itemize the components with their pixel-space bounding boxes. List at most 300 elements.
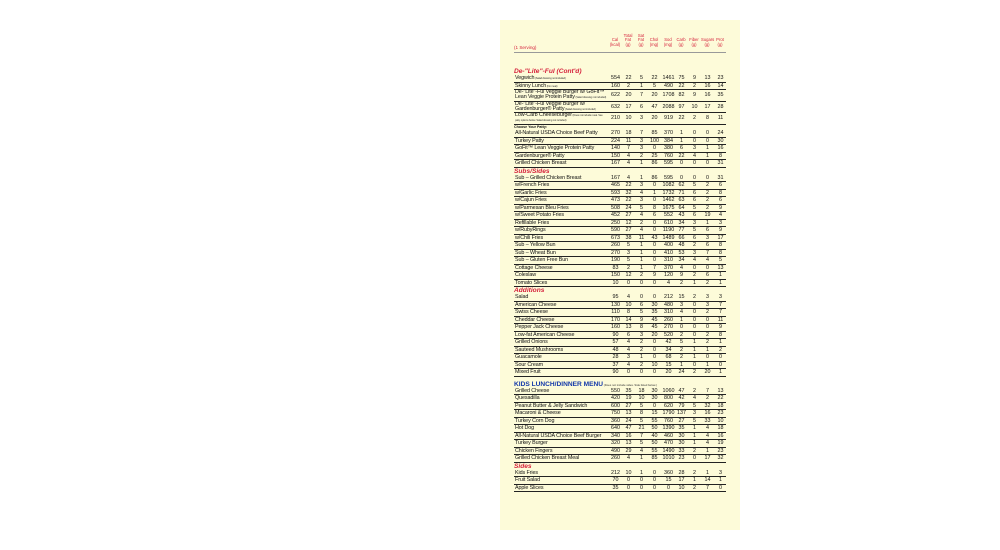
nutrient-value: 16 <box>704 82 711 89</box>
nutrient-value: 37 <box>612 361 619 368</box>
nutrient-value: 15 <box>665 477 672 483</box>
item-name <box>515 388 608 395</box>
nutrient-value: 0 <box>706 354 709 360</box>
nutrient-value: 224 <box>611 137 620 144</box>
nutrient-value: 28 <box>678 469 685 476</box>
nutrient-value: 1 <box>719 477 722 483</box>
nutrient-value: 480 <box>664 301 673 308</box>
table-row <box>514 339 726 347</box>
nutrient-value: 8 <box>653 204 656 211</box>
nutrient-value: 120 <box>664 272 673 278</box>
nutrient-value: 0 <box>706 174 709 181</box>
item-name <box>515 153 608 160</box>
nutrient-value: 270 <box>664 324 673 330</box>
nutrient-value: 25 <box>651 152 658 159</box>
nutrient-value: 15 <box>678 294 685 300</box>
nutrient-value: 4 <box>719 212 722 218</box>
nutrient-value: 384 <box>664 137 673 144</box>
nutrient-value: 5 <box>640 440 643 446</box>
nutrient-value: 5 <box>627 257 630 263</box>
nutrient-value: 260 <box>611 455 620 461</box>
nutrient-value: 1 <box>640 174 643 181</box>
item-name-text: Low-Carb Cheeseburger <box>515 113 572 119</box>
item-name-text: Salad <box>515 294 529 300</box>
nutrient-value: 4 <box>706 425 709 431</box>
nutrient-value: 45 <box>651 316 658 323</box>
nutrient-value: 1489 <box>662 234 675 241</box>
nutrient-value: 15 <box>665 361 672 368</box>
nutrient-value: 0 <box>693 309 696 315</box>
item-name-text: American Cheese <box>515 301 557 308</box>
nutrient-value: 0 <box>627 484 630 491</box>
nutrient-value: 452 <box>611 212 620 218</box>
nutrient-value: 0 <box>693 174 696 181</box>
nutrient-value: 2 <box>680 354 683 360</box>
nutrient-value: 1 <box>706 361 709 368</box>
nutrient-value: 0 <box>653 227 656 233</box>
nutrient-value: 0 <box>693 361 696 368</box>
section-title-text: KIDS LUNCH/DINNER MENU <box>514 380 604 388</box>
nutrient-value: 6 <box>719 182 722 188</box>
nutrient-value: 1490 <box>662 447 675 454</box>
nutrient-value: 40 <box>651 432 658 439</box>
nutrient-value: 1708 <box>662 92 675 98</box>
nutrient-value: 1 <box>693 354 696 360</box>
nutrient-value: 11 <box>717 316 724 323</box>
nutrient-value: 20 <box>651 331 658 338</box>
item-name <box>515 138 608 145</box>
nutrient-value: 2 <box>693 447 696 454</box>
nutrient-value: 5 <box>640 75 643 81</box>
nutrient-value: 0 <box>719 354 722 360</box>
section-title-text: Subs/Sides <box>514 167 550 175</box>
nutrient-value: 0 <box>693 130 696 136</box>
table-row <box>514 272 726 280</box>
nutrient-value: 19 <box>625 395 632 401</box>
nutrient-value: 5 <box>653 82 656 89</box>
nutrient-value: 75 <box>678 75 685 81</box>
nutrient-value: 85 <box>651 455 658 461</box>
item-name-text: De-"Lite"-Ful Veggie Burger w/ GoFit™ Lean Veggie Protein Patty <box>515 90 605 101</box>
nutrient-value: 48 <box>612 346 619 353</box>
column-header: Prot (g) <box>716 37 724 47</box>
table-row <box>514 440 726 448</box>
nutrient-value: 7 <box>719 301 722 308</box>
nutrient-value: 17 <box>678 477 685 483</box>
nutrient-value: 4 <box>627 152 630 159</box>
nutrient-value: 0 <box>693 137 696 144</box>
nutrient-value: 473 <box>611 197 620 203</box>
nutrient-value: 30 <box>651 387 658 394</box>
nutrient-value: 10 <box>625 115 632 121</box>
column-header: Fiber (g) <box>689 37 699 47</box>
nutrient-value: 0 <box>719 361 722 368</box>
nutrient-value: 30 <box>678 440 685 446</box>
nutrient-value: 1 <box>640 249 643 256</box>
item-name <box>515 113 608 123</box>
item-name <box>515 257 608 264</box>
nutrient-value: 1 <box>680 130 683 136</box>
nutrient-value: 8 <box>706 115 709 121</box>
nutrient-value: 6 <box>627 331 630 338</box>
item-name-text: Refillable Fries <box>515 219 550 226</box>
nutrient-value: 400 <box>664 242 673 248</box>
nutrient-value: 19 <box>717 440 724 446</box>
item-name-text: Grilled Onions <box>515 339 548 345</box>
nutrient-value: 0 <box>640 484 643 491</box>
nutrient-value: 140 <box>611 145 620 151</box>
nutrient-value: 20 <box>665 369 672 375</box>
nutrient-value: 0 <box>693 455 696 461</box>
nutrient-value: 7 <box>640 432 643 439</box>
nutrient-value: 750 <box>611 410 620 416</box>
nutrient-value: 7 <box>706 249 709 256</box>
section-title <box>514 287 726 294</box>
nutrient-value: 1 <box>693 432 696 439</box>
nutrient-value: 0 <box>627 477 630 483</box>
table-row <box>514 317 726 325</box>
nutrient-value: 9 <box>719 204 722 211</box>
item-name-text: Turkey Burger <box>515 440 548 446</box>
nutrient-value: 71 <box>678 189 685 196</box>
nutrient-value: 2 <box>693 82 696 89</box>
nutrient-value: 2 <box>693 369 696 375</box>
item-name-text: Skinny Lunch <box>515 82 547 89</box>
nutrient-value: 0 <box>653 469 656 476</box>
section-title-text: De-"Lite"-Ful (Cont'd) <box>514 68 582 75</box>
nutrient-value: 1 <box>640 264 643 271</box>
item-name-text: Tomato Slices <box>515 279 548 286</box>
nutrient-value: 1 <box>693 346 696 353</box>
nutrient-value: 20 <box>704 369 711 375</box>
table-row <box>514 280 726 288</box>
item-name <box>515 332 608 339</box>
column-header: Chol (mg) <box>649 37 659 47</box>
nutrient-value: 1 <box>680 361 683 368</box>
nutrient-value: 2 <box>680 279 683 286</box>
item-name <box>515 175 608 182</box>
nutrient-value: 4 <box>706 440 709 446</box>
nutrient-value: 10 <box>717 417 724 424</box>
nutrient-value: 1 <box>719 272 722 278</box>
nutrient-value: 50 <box>651 440 658 446</box>
nutrient-value: 3 <box>693 145 696 151</box>
nutrient-value: 1 <box>680 316 683 323</box>
nutrient-value: 5 <box>719 257 722 263</box>
nutrient-value: 20 <box>625 92 632 98</box>
nutrient-value: 42 <box>678 395 685 401</box>
nutrient-value: 5 <box>693 227 696 233</box>
nutrient-value: 5 <box>640 204 643 211</box>
item-name-text: Apple Slices <box>515 484 544 491</box>
nutrient-value: 24 <box>717 130 724 136</box>
nutrient-value: 24 <box>625 417 632 424</box>
item-name <box>515 448 608 455</box>
item-name <box>515 339 608 346</box>
nutrient-value: 10 <box>691 103 698 110</box>
table-row <box>514 485 726 493</box>
nutrient-value: 16 <box>717 145 724 151</box>
item-name <box>515 302 608 309</box>
item-name-text: w/Chili Fries <box>515 234 544 241</box>
nutrient-value: 42 <box>665 339 672 345</box>
nutrient-value: 508 <box>611 204 620 211</box>
nutrient-value: 5 <box>693 402 696 409</box>
nutrient-value: 0 <box>693 301 696 308</box>
nutrient-value: 34 <box>665 346 672 353</box>
serving-label: (1 Serving) <box>514 45 537 50</box>
section-note: (Does not include sides. Side listed below.) <box>603 382 657 387</box>
nutrient-value: 0 <box>693 324 696 330</box>
nutrient-value: 3 <box>640 145 643 151</box>
nutrient-value: 21 <box>638 425 645 431</box>
nutrient-value: 0 <box>693 316 696 323</box>
item-name-text: Fruit Salad <box>515 477 540 483</box>
item-name <box>515 294 608 301</box>
nutrient-value: 160 <box>611 82 620 89</box>
nutrient-value: 0 <box>653 197 656 203</box>
nutrient-value: 50 <box>651 425 658 431</box>
nutrient-value: 1 <box>640 160 643 166</box>
nutrient-value: 6 <box>693 212 696 218</box>
nutrient-value: 0 <box>653 402 656 409</box>
nutrient-value: 17 <box>704 455 711 461</box>
nutrient-value: 14 <box>717 82 724 89</box>
nutrient-value: 2 <box>706 395 709 401</box>
nutrient-value: 490 <box>664 82 673 89</box>
nutrient-value: 6 <box>640 103 643 110</box>
item-name <box>515 265 608 272</box>
nutrient-value: 0 <box>653 354 656 360</box>
nutrient-value: 6 <box>706 227 709 233</box>
item-name <box>515 160 608 167</box>
nutrient-value: 16 <box>717 432 724 439</box>
nutrient-value: 27 <box>678 417 685 424</box>
nutrient-value: 4 <box>706 432 709 439</box>
nutrient-value: 3 <box>706 234 709 241</box>
table-row <box>514 138 726 146</box>
nutrient-value: 5 <box>640 417 643 424</box>
nutrient-value: 83 <box>612 264 619 271</box>
nutrient-value: 0 <box>640 477 643 483</box>
nutrient-value: 1 <box>693 440 696 446</box>
nutrient-value: 7 <box>640 130 643 136</box>
item-name-text: w/RubyRings <box>515 227 546 233</box>
nutrient-value: 0 <box>680 174 683 181</box>
nutrient-value: 595 <box>664 174 673 181</box>
nutrient-value: 9 <box>653 272 656 278</box>
nutrient-value: 1 <box>719 369 722 375</box>
item-name <box>515 324 608 331</box>
item-name <box>515 354 608 361</box>
item-name-text: GoFit™ Lean Veggie Protein Patty <box>515 145 595 151</box>
item-name <box>515 362 608 369</box>
nutrient-value: 1 <box>706 469 709 476</box>
nutrient-value: 0 <box>653 145 656 151</box>
nutrient-value: 8 <box>719 242 722 248</box>
nutrient-value: 1 <box>706 447 709 454</box>
nutrient-value: 210 <box>611 115 620 121</box>
nutrient-value: 3 <box>693 219 696 226</box>
nutrient-value: 7 <box>706 387 709 394</box>
nutrient-value: 10 <box>625 469 632 476</box>
nutrient-value: 360 <box>664 469 673 476</box>
item-name <box>515 433 608 440</box>
nutrient-value: 150 <box>611 272 620 278</box>
column-header: Sat Fat (g) <box>637 33 645 47</box>
nutrient-value: 18 <box>717 402 724 409</box>
item-name-text: Hot Dog <box>515 425 535 431</box>
nutrient-value: 57 <box>612 339 619 345</box>
nutrient-value: 4 <box>627 346 630 353</box>
nutrient-value: 595 <box>664 160 673 166</box>
nutrient-value: 33 <box>678 447 685 454</box>
item-name-text: Guacamole <box>515 354 542 360</box>
table-row <box>514 242 726 250</box>
nutrient-value: 3 <box>706 294 709 300</box>
nutrient-value: 2 <box>693 469 696 476</box>
item-name <box>515 410 608 417</box>
table-row <box>514 433 726 441</box>
nutrient-value: 3 <box>640 182 643 188</box>
nutrient-value: 31 <box>717 160 724 166</box>
item-name-text: Grilled Chicken Breast Meal <box>515 455 580 461</box>
nutrient-value: 15 <box>651 410 658 416</box>
item-name-text: Gardenburger® Patty <box>515 152 565 159</box>
nutrient-value: 2 <box>706 204 709 211</box>
nutrient-value: 1 <box>706 346 709 353</box>
item-name-text: Sub – Grilled Chicken Breast <box>515 174 582 181</box>
nutrient-value: 2 <box>706 339 709 345</box>
item-name <box>515 403 608 410</box>
nutrient-value: 6 <box>693 189 696 196</box>
nutrient-value: 1 <box>693 477 696 483</box>
nutrient-value: 34 <box>678 257 685 263</box>
nutrient-value: 3 <box>627 354 630 360</box>
nutrient-value: 260 <box>611 242 620 248</box>
nutrient-value: 8 <box>640 410 643 416</box>
item-name-text: Peanut Butter & Jelly Sandwich <box>515 402 588 409</box>
nutrient-value: 2 <box>693 115 696 121</box>
nutrient-value: 16 <box>704 92 711 98</box>
nutrient-value: 9 <box>693 92 696 98</box>
nutrient-value: 13 <box>717 264 724 271</box>
nutrient-value: 0 <box>653 294 656 300</box>
item-name-text: Kids Fries <box>515 469 538 476</box>
nutrient-value: 2 <box>680 331 683 338</box>
nutrient-value: 310 <box>664 309 673 315</box>
nutrient-value: 2 <box>706 279 709 286</box>
item-name <box>515 395 608 402</box>
nutrient-value: 4 <box>627 160 630 166</box>
item-name <box>515 317 608 324</box>
nutrient-value: 97 <box>678 103 685 110</box>
nutrient-value: 3 <box>640 197 643 203</box>
nutrient-value: 35 <box>651 309 658 315</box>
nutrient-value: 1082 <box>662 182 675 188</box>
nutrient-value: 5 <box>693 182 696 188</box>
nutrient-value: 2 <box>640 346 643 353</box>
nutrient-value: 79 <box>678 402 685 409</box>
nutrient-value: 0 <box>653 484 656 491</box>
nutrient-value: 0 <box>653 219 656 226</box>
item-name-text: Sub – Yellow Bun <box>515 242 556 248</box>
nutrient-value: 22 <box>625 197 632 203</box>
item-name <box>515 205 608 212</box>
nutrient-value: 3 <box>640 115 643 121</box>
nutrient-value: 9 <box>680 272 683 278</box>
nutrient-value: 310 <box>664 257 673 263</box>
nutrient-value: 30 <box>651 395 658 401</box>
nutrient-value: 3 <box>719 219 722 226</box>
table-row <box>514 403 726 411</box>
nutrient-value: 10 <box>625 301 632 308</box>
nutrient-value: 4 <box>627 455 630 461</box>
item-name <box>515 242 608 249</box>
nutrient-value: 1461 <box>662 75 675 81</box>
table-row <box>514 388 726 396</box>
nutrient-value: 3 <box>693 249 696 256</box>
nutrient-value: 2 <box>706 309 709 315</box>
nutrient-value: 13 <box>704 75 711 81</box>
item-name <box>515 83 608 91</box>
nutrient-value: 2 <box>640 361 643 368</box>
nutrient-value: 137 <box>677 410 686 416</box>
nutrient-value: 5 <box>693 204 696 211</box>
nutrient-value: 0 <box>706 316 709 323</box>
nutrient-value: 8 <box>627 309 630 315</box>
item-name <box>515 470 608 477</box>
nutrient-value: 554 <box>611 75 620 81</box>
nutrient-value: 55 <box>651 417 658 424</box>
item-name-text: Cottage Cheese <box>515 264 553 271</box>
item-name-text: Sub – Wheat Bun <box>515 249 556 256</box>
nutrient-value: 0 <box>653 182 656 188</box>
nutrient-value: 43 <box>678 212 685 218</box>
nutrient-value: 2 <box>640 339 643 345</box>
nutrient-value: 77 <box>678 227 685 233</box>
nutrient-value: 760 <box>664 152 673 159</box>
item-name-text: Coleslaw <box>515 272 537 278</box>
nutrient-value: 12 <box>625 219 632 226</box>
nutrient-value: 380 <box>664 145 673 151</box>
item-name-text: w/Garlic Fries <box>515 189 547 196</box>
nutrient-value: 30 <box>651 301 658 308</box>
nutrient-value: 7 <box>627 145 630 151</box>
nutrient-value: 3 <box>706 301 709 308</box>
table-row <box>514 113 726 125</box>
nutrient-value: 0 <box>653 369 656 375</box>
nutrient-value: 27 <box>625 402 632 409</box>
nutrient-value: 23 <box>717 447 724 454</box>
table-row <box>514 102 726 114</box>
nutrient-value: 212 <box>664 294 673 300</box>
nutrient-value: 8 <box>719 331 722 338</box>
nutrient-value: 620 <box>664 402 673 409</box>
nutrient-value: 8 <box>719 249 722 256</box>
nutrient-value: 2088 <box>662 103 675 110</box>
item-name <box>515 227 608 234</box>
nutrient-value: 22 <box>678 82 685 89</box>
nutrient-value: 24 <box>678 369 685 375</box>
item-name <box>515 182 608 189</box>
nutrient-value: 1390 <box>662 425 675 431</box>
nutrient-value: 0 <box>706 130 709 136</box>
nutrient-value: 1 <box>680 137 683 144</box>
nutrient-value: 13 <box>625 440 632 446</box>
nutrient-value: 1675 <box>662 204 675 211</box>
nutrient-value: 5 <box>680 339 683 345</box>
